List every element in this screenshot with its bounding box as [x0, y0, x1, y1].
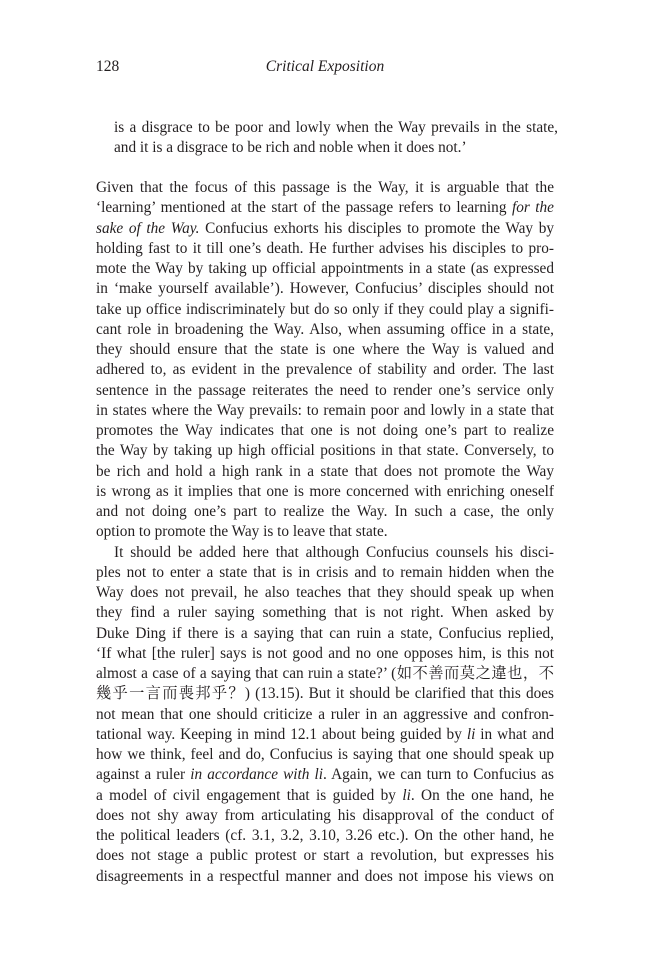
text-line: mote the Way by taking up official appointments in a state (as expressed [96, 260, 554, 277]
emphasis: sake of the Way. [96, 219, 200, 237]
text-line: is wrong as it implies that one is more concerned with enriching oneself [96, 482, 554, 500]
text-line: does not stage a public protest or start a revolution, but expresses his [96, 847, 554, 865]
text-line: cant role in broadening the Way. Also, when assuming office in a state, [96, 320, 554, 338]
text-span: in what and [475, 725, 554, 743]
text-line: ‘If what [the ruler] says is not good and no one opposes him, is this not [96, 644, 554, 662]
body-text [96, 178, 554, 887]
text-line: promotes the Way indicates that one is not doing one’s part to realize [96, 422, 554, 439]
paragraph [96, 543, 554, 887]
quote-line: and it is a disgrace to be rich and noble when it does not.’ [114, 139, 467, 157]
text-span: against a ruler [96, 766, 191, 784]
text-line: sentence in the passage reiterates the need to render one’s service only [96, 381, 554, 399]
text-line: Duke Ding if there is a saying that can ruin a state, Confucius replied, [96, 624, 554, 642]
text-line: adhered to, as evident in the prevalence of stability and order. The last [96, 361, 554, 379]
text-span: tational way. Keeping in mind 12.1 about being guided by [96, 725, 467, 743]
emphasis: for the [511, 199, 554, 217]
text-span: Confucius exhorts his disciples to promote the Way by [199, 219, 555, 237]
text-line: take up office indiscriminately but do so only if they could play a signifi- [96, 300, 554, 318]
text-line: does not shy away from articulating his disapproval of the conduct of [96, 806, 554, 824]
text-line: disagreements in a respectful manner and does not impose his views on [96, 867, 554, 885]
page-number: 128 [96, 58, 120, 75]
text-line: in ‘make yourself available’). However, Confucius’ disciples should not [96, 280, 554, 298]
text-line: ples not to enter a state that is in crisis and to remain hidden when the [96, 563, 554, 581]
text-line [96, 219, 554, 239]
text-line: in states where the Way prevails: to remain poor and lowly in a state that [96, 401, 554, 419]
text-line: Given that the focus of this passage is the Way, it is arguable that the [96, 179, 554, 196]
text-line: they should ensure that the state is one where the Way is valued and [96, 341, 554, 358]
text-line: Way does not prevail, he also teaches that they should speak up when [96, 584, 554, 601]
text-span: . On the one hand, he [410, 786, 555, 804]
text-line [96, 765, 554, 785]
text-line: It should be added here that although Confucius counsels his disci- [114, 543, 554, 561]
block-quote [114, 118, 558, 158]
paragraph [96, 178, 554, 543]
text-span: . Again, we can turn to Confucius as [323, 766, 555, 784]
text-line: option to promote the Way is to leave that state. [96, 523, 388, 541]
text-line: 幾乎一言而喪邦乎？) (13.15). But it should be clarified that this does [96, 685, 554, 703]
page-header [96, 58, 554, 80]
text-line: almost a case of a saying that can ruin a state?’ (如不善而莫之違也，不 [96, 665, 554, 682]
text-line: the political leaders (cf. 3.1, 3.2, 3.10, 3.26 etc.). On the other hand, he [96, 827, 554, 844]
text-span: a model of civil engagement that is guided by [96, 786, 403, 804]
text-line: holding fast to it till one’s death. He further advises his disciples to pro- [96, 239, 554, 257]
text-line [96, 786, 554, 806]
text-line: be rich and hold a high rank in a state that does not promote the Way [96, 462, 554, 480]
text-line [96, 725, 554, 745]
emphasis: li [466, 725, 476, 743]
running-head: Critical Exposition [265, 58, 385, 75]
quote-line: is a disgrace to be poor and lowly when the Way prevails in the state, [114, 119, 558, 136]
text-line: not mean that one should criticize a ruler in an aggressive and confron- [96, 705, 554, 723]
text-span: ‘learning’ mentioned at the start of the passage refers to learning [96, 199, 512, 217]
emphasis: in accordance with li [190, 766, 324, 784]
text-line: how we think, feel and do, Confucius is saying that one should speak up [96, 746, 554, 763]
emphasis: li [402, 786, 411, 804]
text-line: the Way by taking up high official positions in that state. Conversely, to [96, 442, 554, 460]
text-line: and not doing one’s part to realize the Way. In such a case, the only [96, 503, 554, 520]
text-line: they find a ruler saying something that is not right. When asked by [96, 604, 554, 622]
text-line [96, 198, 554, 218]
